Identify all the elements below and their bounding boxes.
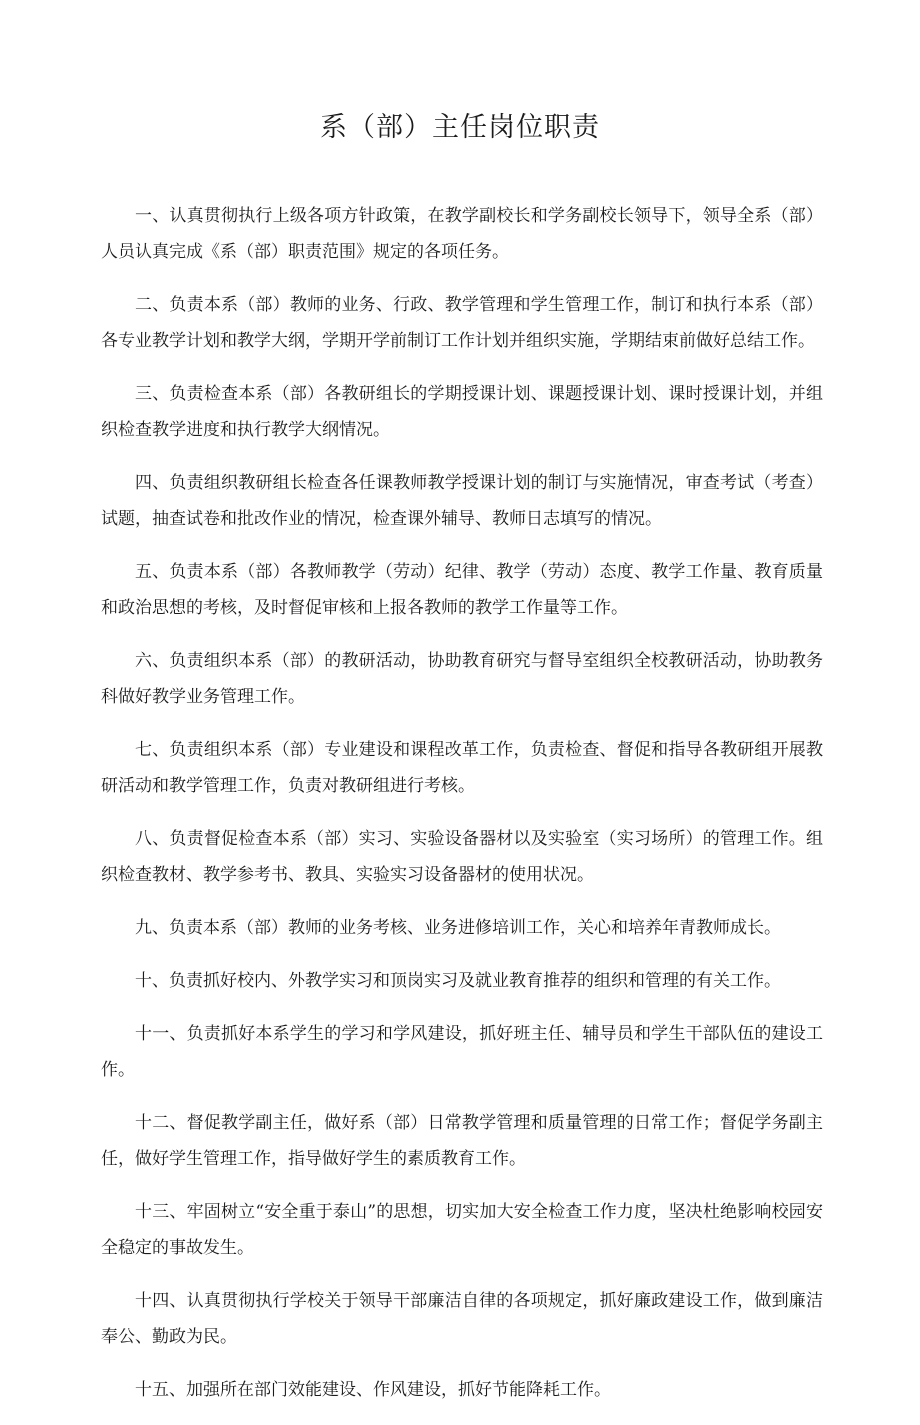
duty-item-4: 四、负责组织教研组长检查各任课教师教学授课计划的制订与实施情况，审查考试（考查）试题，抽查试卷和批改作业的情况，检查课外辅导、教师日志填写的情况。 <box>101 473 823 529</box>
duty-item-11: 十一、负责抓好本系学生的学习和学风建设，抓好班主任、辅导员和学生干部队伍的建设工作。 <box>101 1024 823 1080</box>
duty-item-8: 八、负责督促检查本系（部）实习、实验设备器材以及实验室（实习场所）的管理工作。组织检查教材、教学参考书、教具、实验实习设备器材的使用状况。 <box>101 829 823 885</box>
duty-item-5: 五、负责本系（部）各教师教学（劳动）纪律、教学（劳动）态度、教学工作量、教育质量和政治思想的考核，及时督促审核和上报各教师的教学工作量等工作。 <box>101 562 823 618</box>
document-title: 系（部）主任岗位职责 <box>320 112 600 143</box>
duty-item-7: 七、负责组织本系（部）专业建设和课程改革工作，负责检查、督促和指导各教研组开展教研活动和教学管理工作，负责对教研组进行考核。 <box>101 740 823 796</box>
duty-item-3: 三、负责检查本系（部）各教研组长的学期授课计划、课题授课计划、课时授课计划，并组织检查教学进度和执行教学大纲情况。 <box>101 384 823 440</box>
duty-item-1: 一、认真贯彻执行上级各项方针政策，在教学副校长和学务副校长领导下，领导全系（部）人员认真完成《系（部）职责范围》规定的各项任务。 <box>101 206 823 262</box>
duty-item-12: 十二、督促教学副主任，做好系（部）日常教学管理和质量管理的日常工作；督促学务副主任，做好学生管理工作，指导做好学生的素质教育工作。 <box>101 1113 823 1169</box>
duty-item-13: 十三、牢固树立“安全重于泰山”的思想，切实加大安全检查工作力度，坚决杜绝影响校园安全稳定的事故发生。 <box>101 1202 823 1258</box>
duty-item-14: 十四、认真贯彻执行学校关于领导干部廉洁自律的各项规定，抓好廉政建设工作，做到廉洁奉公、勤政为民。 <box>101 1291 823 1347</box>
duty-item-6: 六、负责组织本系（部）的教研活动，协助教育研究与督导室组织全校教研活动，协助教务科做好教学业务管理工作。 <box>101 651 823 707</box>
duty-item-10: 十、负责抓好校内、外教学实习和顶岗实习及就业教育推荐的组织和管理的有关工作。 <box>135 971 781 991</box>
duty-item-9: 九、负责本系（部）教师的业务考核、业务进修培训工作，关心和培养年青教师成长。 <box>135 918 781 938</box>
document-body <box>101 198 823 1425</box>
duty-item-15: 十五、加强所在部门效能建设、作风建设，抓好节能降耗工作。 <box>135 1380 611 1400</box>
duty-item-2: 二、负责本系（部）教师的业务、行政、教学管理和学生管理工作，制订和执行本系（部）各专业教学计划和教学大纲，学期开学前制订工作计划并组织实施，学期结束前做好总结工作。 <box>101 295 823 351</box>
